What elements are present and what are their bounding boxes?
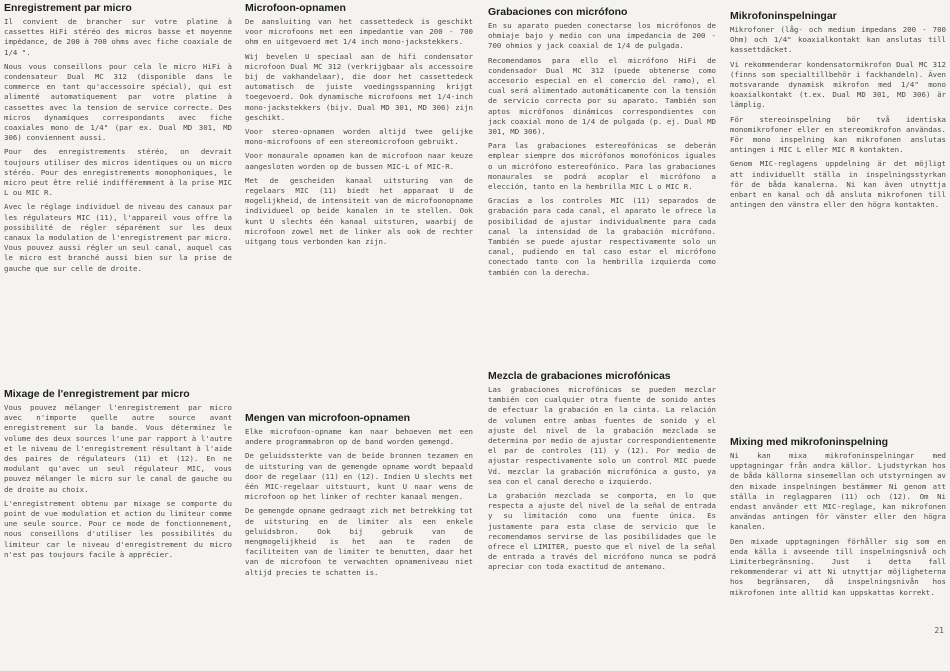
paragraph: De geluidssterkte van de beide bronnen tezamen en de uitsturing van de gemengde opname wordt bepaald door de regelaar (11) en (12). Indien U slechts met één MIC-regelaar uitstuurt, kunt U naar wens de microfoon op het linker of rechter kanaal mengen. (245, 451, 473, 502)
paragraph: L'enregistrement obtenu par mixage se comporte du point de vue modulation et action du limiteur comme une seule source. Pour ce mode de fonctionnement, nous conseillons d'utiliser les possibilités du limiteur car le niveau d'enregistrement du micro n'est pas toujours facile à apprécier. (4, 498, 232, 559)
section-fr-microphone-recording (4, 2, 232, 344)
paragraph: En su aparato pueden conectarse los micrófonos de ohmiaje bajo y medio con una impedancia de 200 - 700 ohmios y jack coaxial de 1/4 de pulgada. (488, 21, 716, 51)
paragraph: Para las grabaciones estereofónicas se deberán emplear siempre dos micrófonos monofónicos iguales o un micrófono estereofónico. Para las grabaciones monaurales se podrá acoplar el micrófono a elección, tanto en la hembrilla MIC L o MIC R. (488, 141, 716, 192)
paragraph: Genom MIC-reglagens uppdelning är det möjligt att individuellt ställa in inspelningsstyrkan för de båda kanalerna. Ni kan även utnyttja enbart en kanal och då ansluta mikrofonen till antingen den vänstra eller den högra kontakten. (730, 159, 946, 210)
paragraph: För stereoinspelning bör två identiska monomikrofoner eller en stereomikrofon användas. För mono inspelning kan mikrofonen anslutas antingen i MIC L eller MIC R kontakten. (730, 114, 946, 155)
paragraph: De gemengde opname gedraagt zich met betrekking tot de uitsturing en de limiter als een enkele geluidsbron. Ook bij gebruik van de mengmogelijkheid is het aan te raden de faciliteiten van de limiter te benutten, daar het van de microfoon te verwachten opnameniveau niet altijd precies te schatten is. (245, 506, 473, 577)
section-title: Mikrofoninspelningar (730, 10, 837, 22)
paragraph: Il convient de brancher sur votre platine à cassettes HiFi stéréo des micros basse et moyenne impédance, de 200 à 700 ohms avec fiche coaxiale de 1/4 ". (4, 17, 232, 57)
page-number: 21 (934, 626, 944, 635)
section-nl-microphone-mixing (245, 412, 473, 662)
paragraph: Nous vous conseillons pour cela le micro HiFi à condensateur Dual MC 312 (disponible dans le commerce en tant qu'accessoire spécial), qui est alimenté automatiquement par votre platine à cassettes avec la tension de service correcte. Des micros dynamiques correspondants avec fiche coaxiales mono de 1/4" (par ex. Dual MD 301, MD 306) conviennent aussi. (4, 61, 232, 143)
section-nl-microphone-recording (245, 2, 473, 352)
paragraph: Den mixade upptagningen förhåller sig som en enda källa i avseende till inspelningsnivå och Limiterbegränsning. Just i detta fall rekommenderar vi att Ni utnyttjar möjligheterna hos begränsaren, då inspelningsnivån hos mikrofonen inte alltid kan uppskattas korrekt. (730, 536, 946, 597)
section-sv-microphone-recording (730, 10, 946, 340)
section-fr-microphone-mixing (4, 388, 232, 658)
paragraph: Vi rekommenderar kondensatormikrofon Dual MC 312 (finns som specialtillbehör i fackhandeln). Även motsvarande dynamisk mikrofon med 1/4" mono koaxialkontakt (t.ex. Dual MD 301, MD 306) är lämplig. (730, 59, 946, 110)
section-title: Mengen van microfoon-opnamen (245, 412, 411, 424)
paragraph: Vous pouvez mélanger l'enregistrement par micro avec n'importe quelle autre source avant enregistrement sur la bande. Vous déterminez le volume des deux sources l'une par rapport à l'autre et le niveau de l'enregistrement résultant à l'aide des paires de régulateurs (11) et (12). En ne modulant qu'avec un seul régulateur MIC, vous pouvez mélanger le micro sur le canal de gauche ou de droite au choix. (4, 403, 232, 494)
paragraph: Las grabaciones microfónicas se pueden mezclar también con cualquier otra fuente de sonido antes de efectuar la grabación en la cinta. La relación de volumen entre ambas fuentes de sonido y el ajuste del nivel de la grabación mezclada se determina por medio de ajustar correspondientemente el par de controles (11) y (12). Por medio de ajustar respectivamente solo un control MIC puede Vd. mezclar la grabación microfónica a gusto, ya sea con el canal derecho o izquierdo. (488, 385, 716, 486)
section-es-microphone-recording (488, 6, 716, 364)
paragraph: Pour des enregistrements stéréo, on devrait toujours utiliser des micros identiques ou un micro stéréo. Pour des enregistrements monophoniques, le micro peut être relié indifféremment à la prise MIC L ou MIC R. (4, 147, 232, 198)
section-title: Grabaciones con micrófono (488, 6, 628, 18)
paragraph: De aansluiting van het cassettedeck is geschikt voor microfoons met een impedantie van 200 - 700 ohm en uitgevoerd met 1/4 inch mono-jackstekkers. (245, 17, 473, 47)
section-title: Microfoon-opnamen (245, 2, 346, 14)
section-title: Mixing med mikrofoninspelning (730, 436, 889, 448)
section-title: Mezcla de grabaciones microfónicas (488, 370, 671, 382)
section-title: Mixage de l'enregistrement par micro (4, 388, 190, 400)
paragraph: Voor stereo-opnamen worden altijd twee gelijke mono-microfoons of een stereomicrofoon gebruikt. (245, 127, 473, 147)
paragraph: La grabación mezclada se comporta, en lo que respecta a ajuste del nivel de la señal de entrada y su limitación como una fuente única. Es justamente para esta clase de servicio que le recomendamos servirse de las posibilidades que le ofrece el LIMITER, puesto que el nivel de la señal de entrada a través del micrófono nunca se podrá apreciar con toda exactitud de antemano. (488, 491, 716, 572)
paragraph: Recomendamos para ello el micrófono HiFi de condensador Dual MC 312 (puede obtenerse como accesorio especial en el comercio del ramo), el cual será alimentado automáticamente con la tensión de servicio correcta por su aparato. También son aptos micrófonos dinámicos correspondientes con jack coaxial mono de 1/4 de pulgada (p. ej. Dual MD 301, MD 306). (488, 55, 716, 137)
paragraph: Voor monaurale opnamen kan de microfoon naar keuze aangesloten worden op de bussen MIC-L of MIC-R. (245, 151, 473, 171)
paragraph: Met de gescheiden kanaal uitsturing van de regelaars MIC (11) biedt het apparaat U de mogelijkheid, de intensiteit van de microfoonopname individueel op beide kanalen in te stellen. Ook kunt U slechts één kanaal uitsturen, waarbij de microfoon zowel met de linker als ook de rechter uitgang tous verbonden kan zijn. (245, 175, 473, 247)
paragraph: Avec le réglage individuel de niveau des canaux par les régulateurs MIC (11), l'appareil vous offre la possibilité de régler séparément sur les deux canaux la modulation de l'enregistrement par micro. Vous pouvez aussi régler un seul canal, auquel cas le micro est branché aussi bien sur la prise de gauche que sur celle de droite. (4, 202, 232, 273)
paragraph: Wij bevelen U speciaal aan de hifi condensator microfoon Dual MC 312 (verkrijgbaar als accessoire bij de vakhandelaar), die door het cassettedeck automatisch de juiste voedingsspanning krijgt toegevoerd. Ook dynamische microfoons met 1/4-inch mono-jackstekkers (bijv. Dual MD 301, MD 306) zijn geschikt. (245, 51, 473, 122)
paragraph: Gracias a los controles MIC (11) separados de grabación para cada canal, el aparato le ofrece la posibilidad de ajustar individualmente para cada canal la intensidad de la grabación micrófono. También se puede ajustar respectivamente solo un canal, pudiendo en tal caso estar el micrófono conectado tanto con la hembrilla izquierda como también con la derecha. (488, 196, 716, 277)
paragraph: Ni kan mixa mikrofoninspelningar med upptagningar från andra källor. Ljudstyrkan hos de båda källorna sinsemellan och utstyrningen av den mixade inspelningen bestämmer Ni genom att ställa in reglagparen (11) och (12). Om Ni endast använder ett MIC-reglage, kan mikrofonen användas antingen för vänster eller den högra kanalen. (730, 451, 946, 532)
section-es-microphone-mixing (488, 370, 716, 662)
section-sv-microphone-mixing (730, 436, 946, 646)
section-title: Enregistrement par micro (4, 2, 132, 14)
paragraph: Mikrofoner (låg- och medium impedans 200 - 700 Ohm) och 1/4" koaxialkontakt kan anslutas till kassettdäcket. (730, 25, 946, 55)
paragraph: Elke microfoon-opname kan naar behoeven met een andere programmabron op de band worden gemengd. (245, 427, 473, 447)
